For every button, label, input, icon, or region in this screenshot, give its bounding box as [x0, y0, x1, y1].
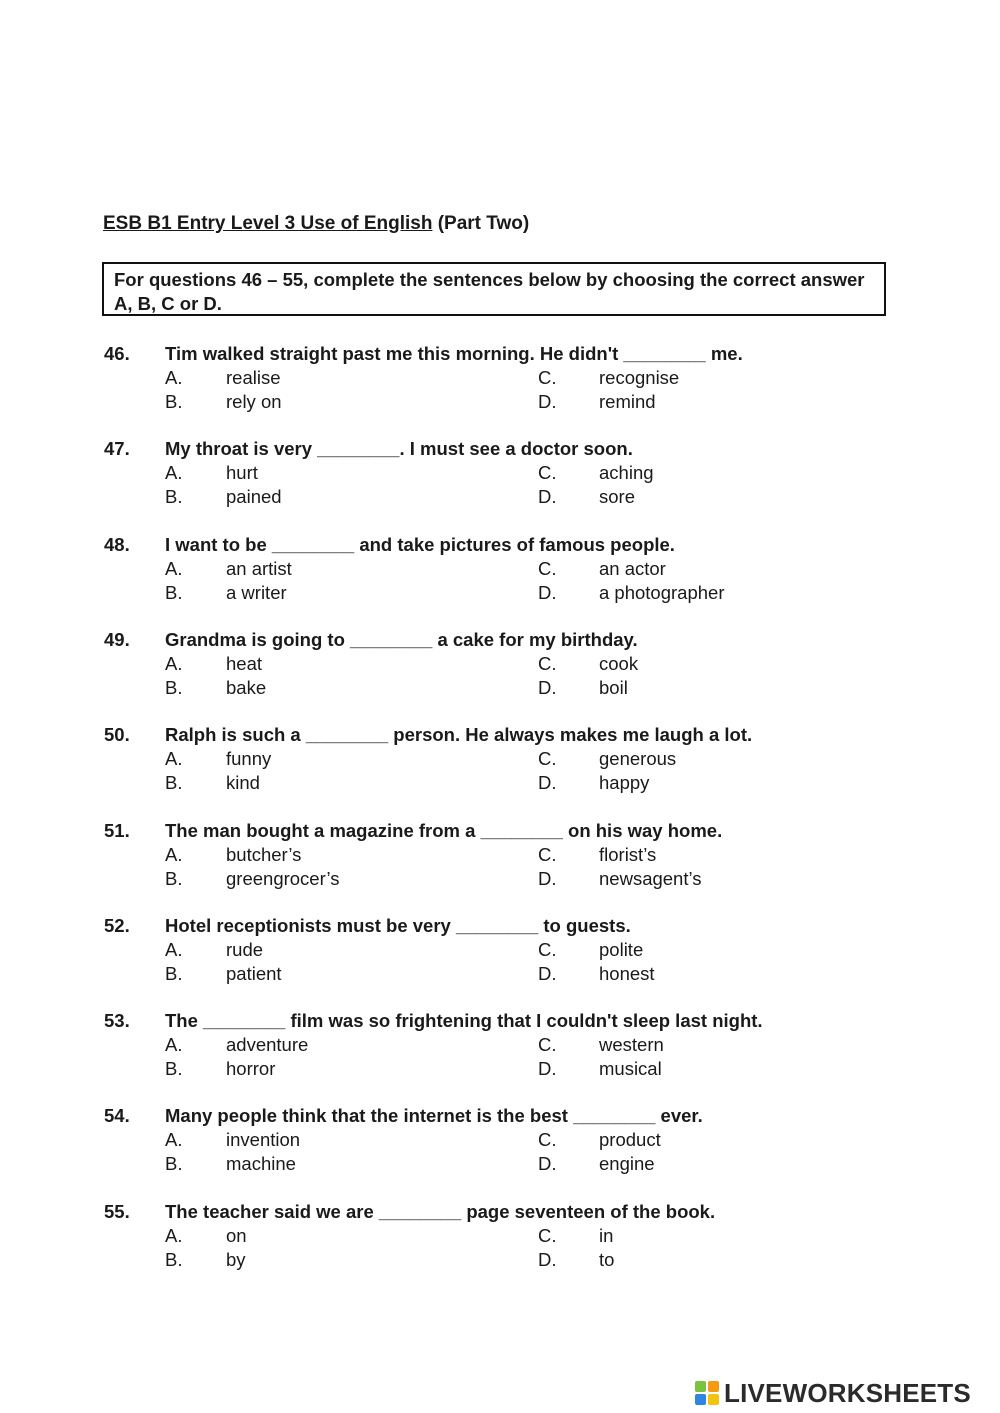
option-text: greengrocer’s	[226, 868, 340, 889]
option-text: florist’s	[599, 844, 657, 865]
option-letter: D.	[538, 677, 557, 698]
option-letter: C.	[538, 367, 557, 388]
option-letter: D.	[538, 486, 557, 507]
question-stem: Many people think that the internet is the best ________ ever.	[165, 1105, 703, 1126]
instructions-text: For questions 46 – 55, complete the sentences below by choosing the correct answer A, B, C or D.	[114, 269, 865, 314]
question-item	[0, 629, 1000, 709]
option-text: bake	[226, 677, 267, 698]
option-letter: B.	[165, 486, 183, 507]
option-letter: A.	[165, 1129, 183, 1150]
option-letter: D.	[538, 963, 557, 984]
option-letter: B.	[165, 677, 183, 698]
option-text: machine	[226, 1153, 296, 1174]
option-text: an artist	[226, 558, 292, 579]
option-text: western	[599, 1034, 664, 1055]
instructions-box	[102, 262, 886, 316]
question-stem: Hotel receptionists must be very ________ to guests.	[165, 915, 631, 936]
option-text: a photographer	[599, 582, 725, 603]
page-title-main: ESB B1 Entry Level 3 Use of English	[103, 213, 433, 234]
question-number: 49.	[104, 629, 130, 650]
option-letter: B.	[165, 1249, 183, 1270]
question-item	[0, 1105, 1000, 1185]
question-number: 54.	[104, 1105, 130, 1126]
question-item	[0, 1010, 1000, 1090]
option-text: a writer	[226, 582, 287, 603]
option-text: kind	[226, 772, 260, 793]
page-title-part: (Part Two)	[432, 213, 530, 234]
question-item	[0, 343, 1000, 423]
page-title	[103, 213, 529, 235]
question-item	[0, 534, 1000, 614]
liveworksheets-logo-icon	[694, 1380, 720, 1406]
option-letter: C.	[538, 558, 557, 579]
option-text: realise	[226, 367, 281, 388]
option-letter: B.	[165, 1153, 183, 1174]
option-letter: B.	[165, 963, 183, 984]
option-letter: C.	[538, 653, 557, 674]
option-text: musical	[599, 1058, 662, 1079]
option-letter: A.	[165, 844, 183, 865]
option-text: hurt	[226, 462, 258, 483]
option-text: an actor	[599, 558, 666, 579]
option-letter: B.	[165, 391, 183, 412]
option-letter: A.	[165, 462, 183, 483]
question-stem: The ________ film was so frightening that I couldn't sleep last night.	[165, 1010, 763, 1031]
option-text: product	[599, 1129, 661, 1150]
option-text: aching	[599, 462, 654, 483]
option-letter: A.	[165, 1034, 183, 1055]
liveworksheets-logo-text: LIVEWORKSHEETS	[724, 1377, 971, 1408]
option-text: to	[599, 1249, 615, 1270]
option-letter: D.	[538, 582, 557, 603]
option-text: heat	[226, 653, 263, 674]
option-letter: A.	[165, 558, 183, 579]
option-letter: D.	[538, 1058, 557, 1079]
liveworksheets-logo	[694, 1378, 971, 1408]
question-item	[0, 724, 1000, 804]
question-stem: Grandma is going to ________ a cake for my birthday.	[165, 629, 638, 650]
option-text: polite	[599, 939, 644, 960]
option-text: by	[226, 1249, 246, 1270]
option-text: engine	[599, 1153, 655, 1174]
option-letter: A.	[165, 748, 183, 769]
question-number: 47.	[104, 438, 130, 459]
question-number: 46.	[104, 343, 130, 364]
option-text: on	[226, 1225, 247, 1246]
option-text: sore	[599, 486, 635, 507]
option-text: remind	[599, 391, 656, 412]
option-letter: D.	[538, 1249, 557, 1270]
option-text: funny	[226, 748, 272, 769]
option-letter: A.	[165, 653, 183, 674]
option-letter: C.	[538, 1129, 557, 1150]
question-number: 53.	[104, 1010, 130, 1031]
option-letter: C.	[538, 844, 557, 865]
option-text: generous	[599, 748, 677, 769]
option-letter: D.	[538, 772, 557, 793]
option-letter: C.	[538, 462, 557, 483]
question-stem: The man bought a magazine from a ________ on his way home.	[165, 820, 723, 841]
question-stem: The teacher said we are ________ page seventeen of the book.	[165, 1201, 716, 1222]
question-item	[0, 820, 1000, 900]
option-letter: B.	[165, 1058, 183, 1079]
question-number: 52.	[104, 915, 130, 936]
option-text: boil	[599, 677, 628, 698]
option-text: happy	[599, 772, 650, 793]
question-number: 50.	[104, 724, 130, 745]
option-letter: D.	[538, 868, 557, 889]
option-text: adventure	[226, 1034, 309, 1055]
question-item	[0, 438, 1000, 518]
option-letter: B.	[165, 582, 183, 603]
question-stem: Tim walked straight past me this morning. He didn't ________ me.	[165, 343, 743, 364]
option-letter: A.	[165, 367, 183, 388]
option-text: recognise	[599, 367, 680, 388]
option-text: butcher’s	[226, 844, 302, 865]
option-text: rude	[226, 939, 264, 960]
option-text: cook	[599, 653, 639, 674]
option-letter: A.	[165, 939, 183, 960]
option-letter: D.	[538, 1153, 557, 1174]
question-item	[0, 1201, 1000, 1281]
option-letter: C.	[538, 939, 557, 960]
option-text: rely on	[226, 391, 282, 412]
question-stem: I want to be ________ and take pictures of famous people.	[165, 534, 675, 555]
question-item	[0, 915, 1000, 995]
question-number: 48.	[104, 534, 130, 555]
question-stem: Ralph is such a ________ person. He always makes me laugh a lot.	[165, 724, 753, 745]
question-number: 55.	[104, 1201, 130, 1222]
question-stem: My throat is very ________. I must see a doctor soon.	[165, 438, 633, 459]
option-letter: B.	[165, 868, 183, 889]
question-number: 51.	[104, 820, 130, 841]
option-letter: D.	[538, 391, 557, 412]
option-letter: C.	[538, 748, 557, 769]
option-letter: C.	[538, 1034, 557, 1055]
option-text: newsagent’s	[599, 868, 702, 889]
option-text: invention	[226, 1129, 301, 1150]
option-text: patient	[226, 963, 282, 984]
option-letter: A.	[165, 1225, 183, 1246]
option-text: pained	[226, 486, 282, 507]
option-text: horror	[226, 1058, 276, 1079]
option-text: in	[599, 1225, 614, 1246]
option-letter: C.	[538, 1225, 557, 1246]
option-letter: B.	[165, 772, 183, 793]
option-text: honest	[599, 963, 655, 984]
